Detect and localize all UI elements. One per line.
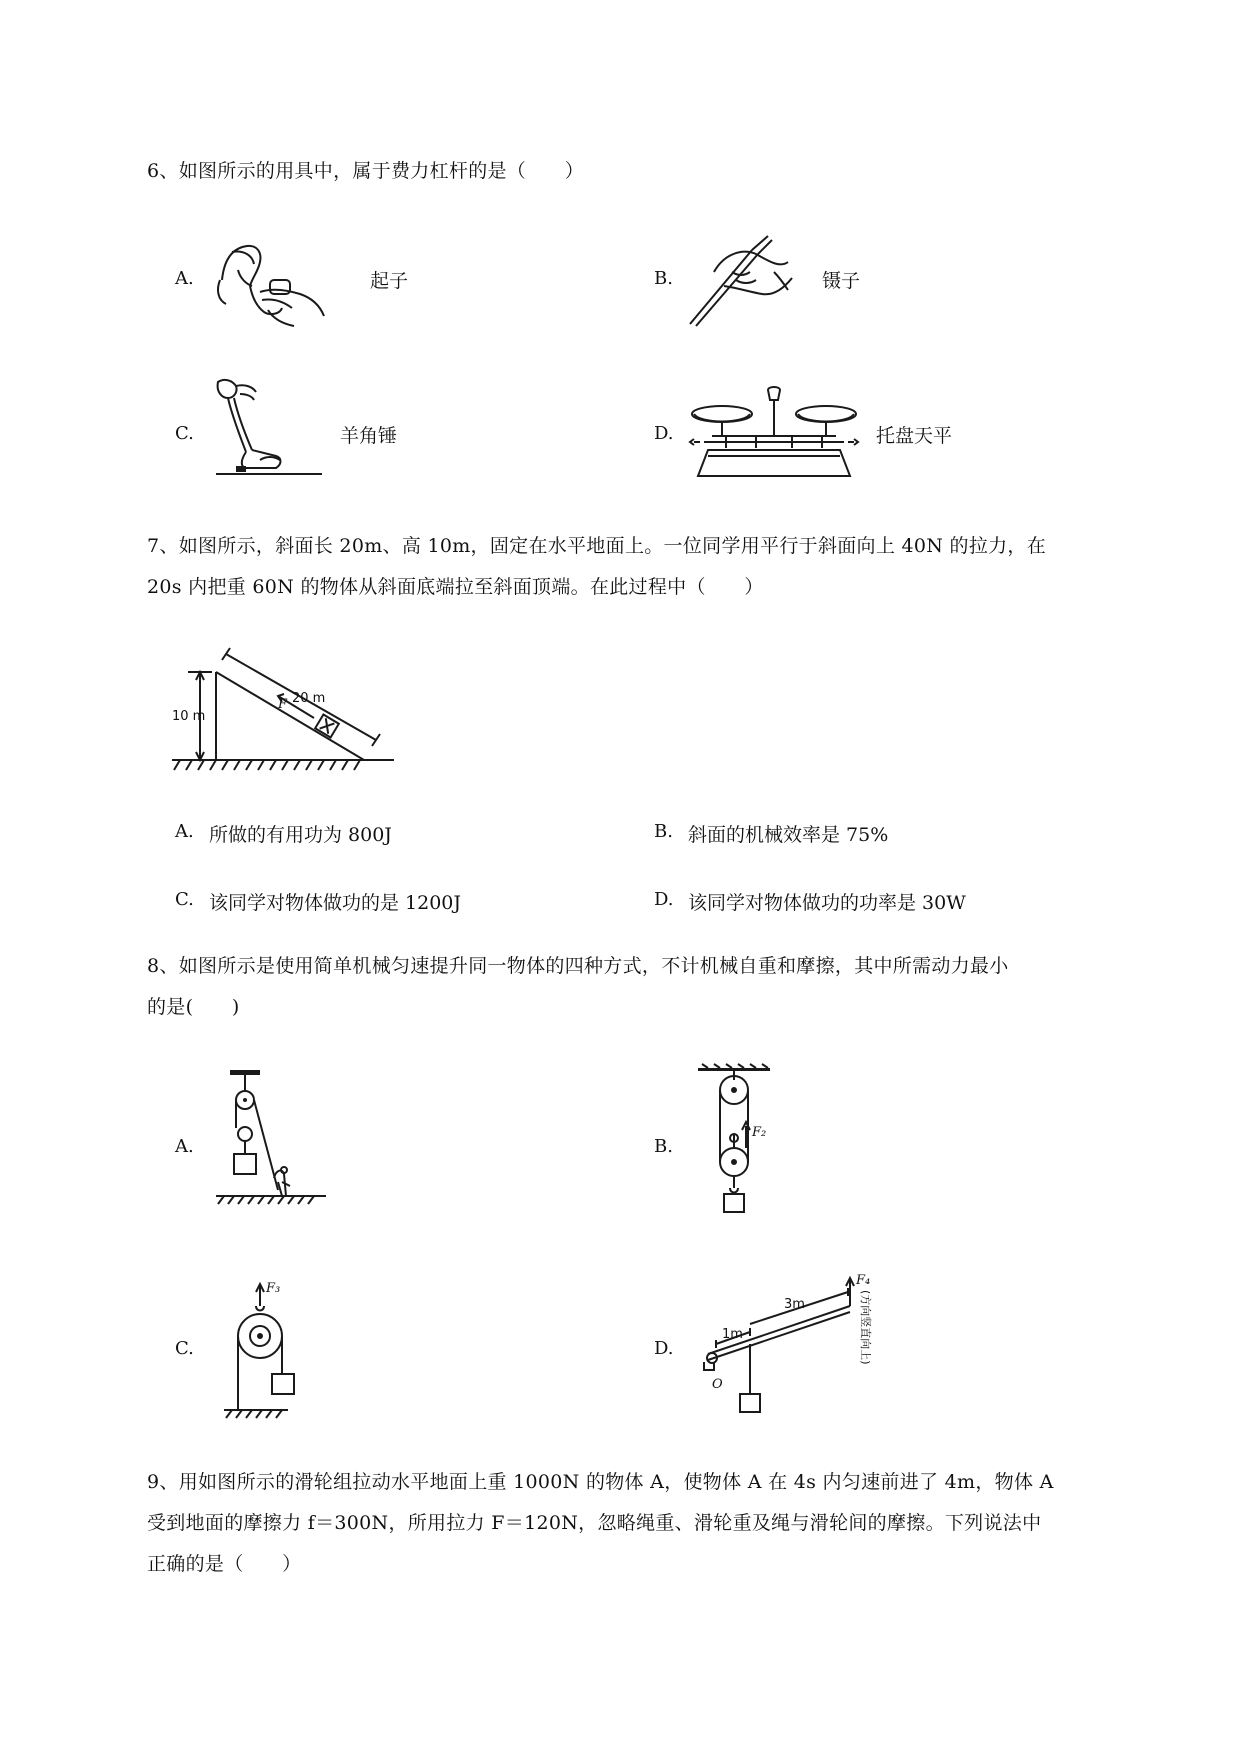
bottle-opener-icon [212, 240, 347, 332]
q8-option-d-letter: D. [654, 1338, 674, 1359]
q6-stem: 6、如图所示的用具中，属于费力杠杆的是（ ） [147, 160, 584, 182]
q8-option-c-force-label: F₃ [266, 1281, 281, 1296]
incline-force-label: F [278, 697, 288, 712]
q8-stem-line2: 的是( ) [147, 996, 240, 1018]
q8-stem-line1: 8、如图所示是使用简单机械匀速提升同一物体的四种方式，不计机械自重和摩擦，其中所需动力最小 [147, 955, 1009, 977]
q7-option-b-letter: B. [654, 821, 673, 842]
q8-option-d-force-label: F₄ [856, 1273, 871, 1288]
q7-stem-line2: 20s 内把重 60N 的物体从斜面底端拉至斜面顶端。在此过程中（ ） [147, 576, 764, 598]
q8-option-d-pivot-label: O [712, 1377, 723, 1392]
incline-length-label: 20 m [292, 691, 326, 706]
q7-option-c-letter: C. [175, 889, 194, 910]
q7-option-a-text: 所做的有用功为 800J [209, 824, 392, 846]
tweezers-icon [684, 232, 799, 332]
q6-option-a-letter: A. [175, 268, 194, 289]
q7-option-d-letter: D. [654, 889, 674, 910]
q6-option-d-letter: D. [654, 423, 674, 444]
q8-option-b-letter: B. [654, 1136, 673, 1157]
claw-hammer-icon [210, 376, 325, 476]
q6-option-c-letter: C. [175, 423, 194, 444]
q8-option-c-letter: C. [175, 1338, 194, 1359]
q7-option-c-text: 该同学对物体做功的是 1200J [209, 892, 462, 914]
q6-option-c-text: 羊角锤 [340, 425, 398, 447]
q8-option-d-force-note: (方向竖直向上) [859, 1290, 872, 1365]
inverted-pulley-icon [222, 1278, 302, 1418]
q9-stem-line2: 受到地面的摩擦力 f＝300N，所用拉力 F＝120N，忽略绳重、滑轮重及绳与滑轮间的摩擦。下列说法中 [147, 1512, 1042, 1534]
incline-height-label: 10 m [172, 709, 206, 724]
fixed-pulley-icon [216, 1070, 326, 1206]
q6-option-a-text: 起子 [370, 270, 409, 292]
q8-option-d-long-arm-label: 3m [784, 1297, 805, 1312]
q6-option-b-text: 镊子 [822, 270, 861, 292]
q8-option-d-short-arm-label: 1m [722, 1327, 743, 1342]
q9-stem-line1: 9、用如图所示的滑轮组拉动水平地面上重 1000N 的物体 A，使物体 A 在 4s 内匀速前进了 4m，物体 A [147, 1471, 1054, 1493]
q7-option-d-text: 该同学对物体做功的功率是 30W [688, 892, 966, 914]
q6-option-d-text: 托盘天平 [876, 425, 953, 447]
q6-option-b-letter: B. [654, 268, 673, 289]
tray-balance-icon [690, 384, 858, 484]
q7-option-a-letter: A. [175, 821, 194, 842]
q9-stem-line3: 正确的是（ ） [147, 1553, 302, 1575]
q8-option-b-force-label: F₂ [752, 1125, 767, 1140]
movable-pulley-icon [694, 1064, 802, 1216]
q8-option-a-letter: A. [175, 1136, 194, 1157]
lever-icon [700, 1272, 880, 1420]
q7-stem-line1: 7、如图所示，斜面长 20m、高 10m，固定在水平地面上。一位同学用平行于斜面向上 40N 的拉力，在 [147, 535, 1047, 557]
q7-option-b-text: 斜面的机械效率是 75% [688, 824, 889, 846]
incline-figure [172, 642, 394, 774]
